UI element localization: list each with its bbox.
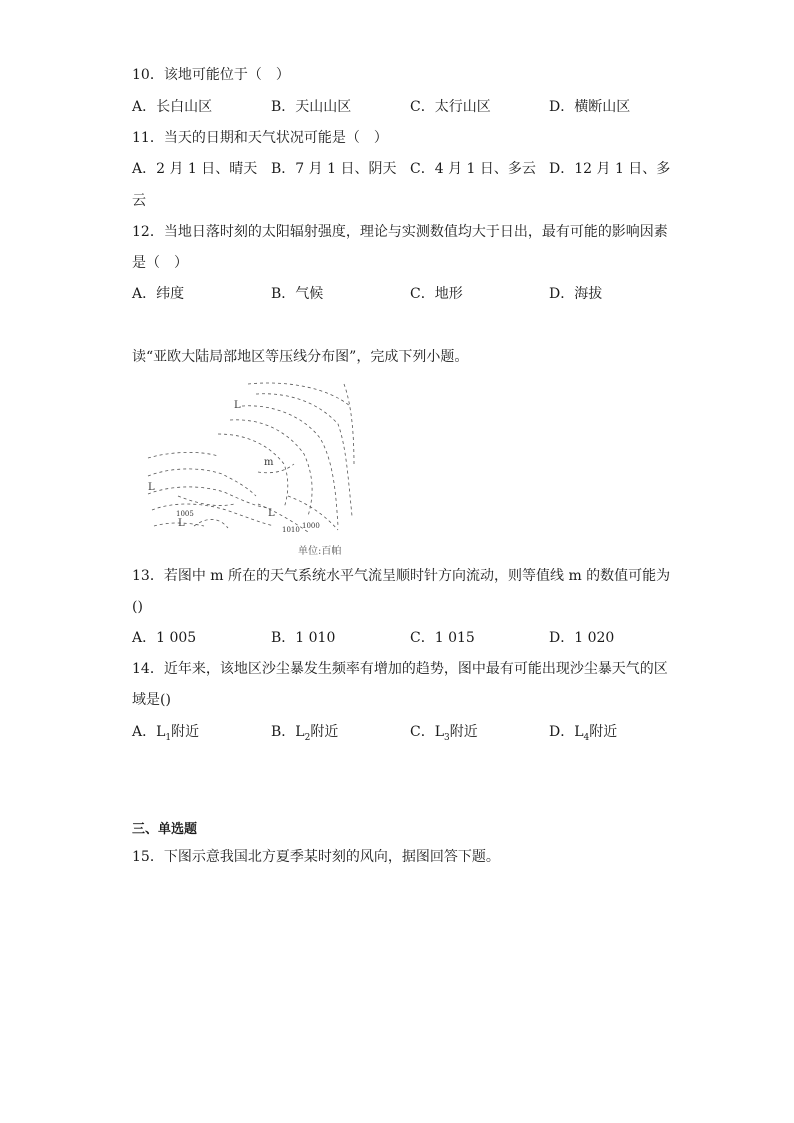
q12-option-d: D．海拔 [549,286,603,302]
q10-option-a: A．长白山区 [132,99,213,115]
isobar-line-6 [148,452,218,458]
isobar-line-9 [152,504,274,526]
q11-option-a: A．2 月 1 日、晴天 [132,161,258,177]
label-L2: L [148,482,155,493]
q10-option-b: B．天山山区 [271,99,352,115]
isobar-line-16 [194,519,228,528]
q15-stem: 15．下图示意我国北方夏季某时刻的风向，据图回答下题。 [132,849,500,865]
label-L1: L [234,400,241,411]
q13-option-b: B．1 010 [271,630,336,646]
q10-option-c: C．太行山区 [410,99,491,115]
q12-option-c: C．地形 [410,286,463,302]
q11-option-b: B．7 月 1 日、阴天 [271,161,397,177]
figure-caption: 单位:百帕 [298,546,342,557]
q10-option-d: D．横断山区 [549,99,631,115]
isobar-map-figure [138,376,366,560]
q14-option-a: A．$L_1$附近 [132,724,200,743]
label-L4: L [268,508,275,519]
q13-option-d: D．1 020 [549,630,615,646]
q13-stem-line1: 13．若图中 m 所在的天气系统水平气流呈顺时针方向流动，则等值线 m 的数值可能为 [132,568,671,584]
q14-option-c: C．$L_3$附近 [410,724,478,743]
map-intro: 读“亚欧大陆局部地区等压线分布图”，完成下列小题。 [132,349,469,365]
isobar-line-3 [242,406,338,526]
q11-stem: 11．当天的日期和天气状况可能是（ ） [132,130,388,146]
label-m: m [264,457,274,468]
q14-option-b: B．$L_2$附近 [271,724,339,743]
isobar-line-5 [218,434,288,508]
q10-stem: 10．该地可能位于（ ） [132,67,290,83]
q14-stem-line2: 域是() [132,692,171,708]
q13-stem-line2: () [132,599,143,615]
q12-stem-line2: 是（ ） [132,255,188,271]
q11-option-c: C．4 月 1 日、多云 [410,161,536,177]
q11-option-d-wrap: 云 [132,193,146,209]
q13-option-a: A．1 005 [132,630,197,646]
label-isobar-1010: 1010 [282,526,300,534]
q12-stem-line1: 12．当地日落时刻的太阳辐射强度，理论与实测数值均大于日出，最有可能的影响因素 [132,224,668,240]
label-isobar-1005: 1005 [176,510,194,518]
q11-option-d: D．12 月 1 日、多 [549,161,671,177]
q14-option-d: D．$L_4$附近 [549,724,618,743]
isobar-line-1 [248,383,350,406]
q12-option-a: A．纬度 [132,286,185,302]
section-heading: 三、单选题 [132,822,198,837]
q14-stem-line1: 14．近年来，该地区沙尘暴发生频率有增加的趋势，图中最有可能出现沙尘暴天气的区 [132,661,668,677]
q13-option-c: C．1 015 [410,630,475,646]
label-isobar-1000: 1000 [302,522,320,530]
label-L3: L [178,518,185,529]
isobar-line-10 [178,496,234,506]
isobar-line-7 [148,469,256,496]
isobar-map-svg [138,376,366,560]
q12-option-b: B．气候 [271,286,324,302]
